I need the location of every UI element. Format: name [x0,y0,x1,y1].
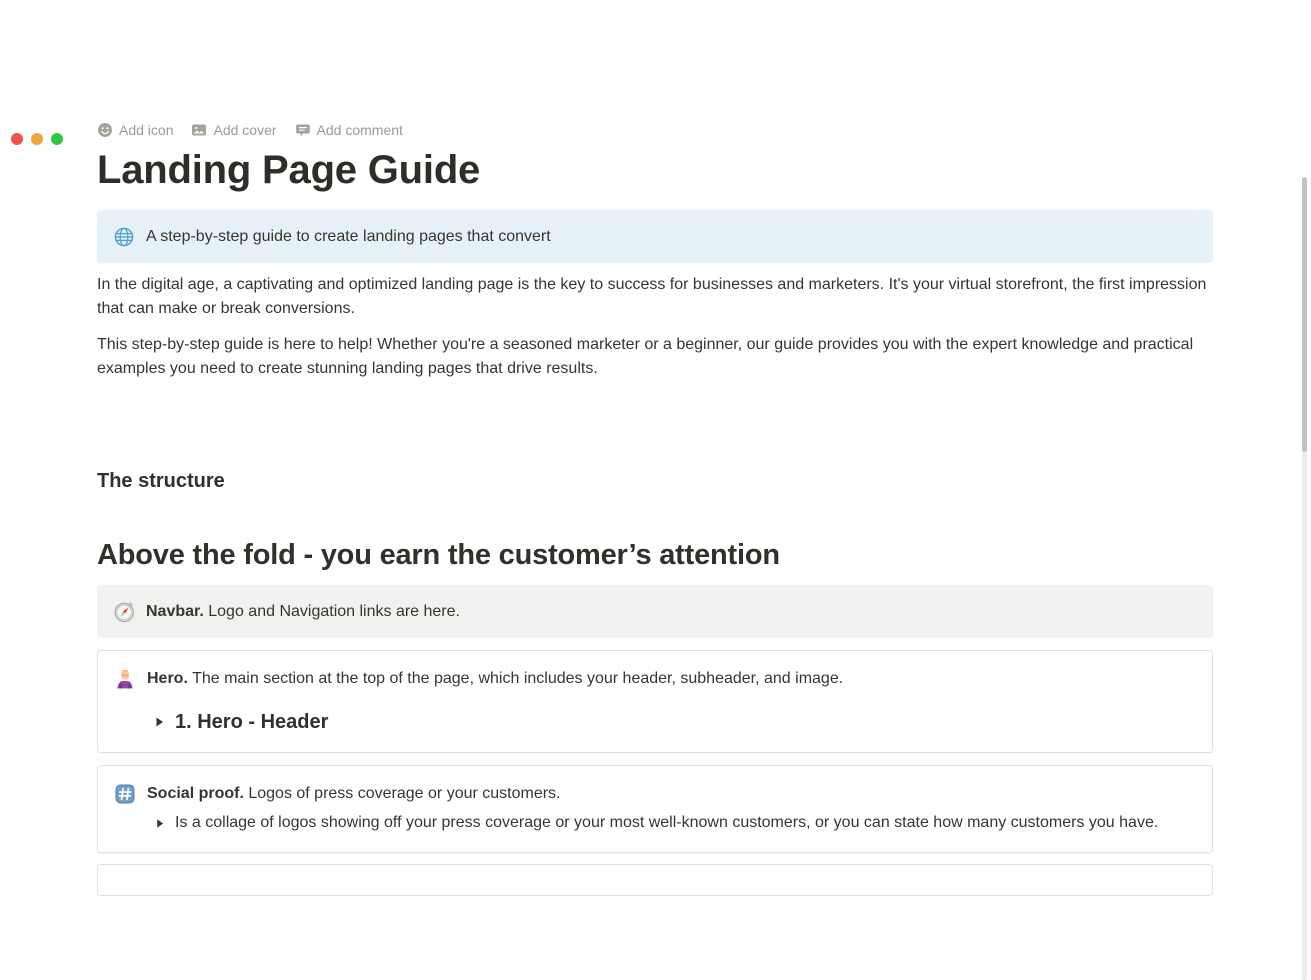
hero-toggle-label[interactable]: 1. Hero - Header [175,711,329,733]
compass-icon [113,601,135,623]
social-proof-callout-text [147,782,561,806]
zoom-window-button[interactable] [51,133,63,145]
toggle-triangle-icon[interactable] [147,811,171,835]
image-icon [191,122,207,138]
add-comment-label: Add comment [316,122,403,138]
social-proof-callout-line [114,782,1196,806]
heading-above-the-fold[interactable]: Above the fold - you earn the customer’s attention [97,539,780,571]
toggle-triangle-icon[interactable] [147,710,171,734]
page-content [97,122,1213,896]
superhero-icon [114,668,136,690]
comment-icon [295,122,311,138]
social-proof-callout-bold: Social proof. [147,785,244,802]
hero-callout-line [114,667,1196,691]
social-proof-callout[interactable] [97,765,1213,853]
paragraph[interactable]: This step-by-step guide is here to help! Whether you're a seasoned marketer or a beginner, our guide provides you with the expert knowledge and practical examples you need to create stunning landing pages that drive results. [97,336,1194,377]
social-proof-toggle [147,811,1196,835]
page-decorations-toolbar [97,122,1213,138]
social-proof-toggle-label[interactable]: Is a collage of logos showing off your press coverage or your most well-known customers, or you can state how many customers you have. [175,814,1159,831]
navbar-callout-bold: Navbar. [146,603,204,620]
paragraph[interactable]: In the digital age, a captivating and optimized landing page is the key to success for businesses and marketers. It's your virtual storefront, the first impression that can make or break conversions. [97,276,1207,317]
hero-callout-bold: Hero. [147,670,188,687]
navbar-callout-rest: Logo and Navigation links are here. [203,603,460,620]
globe-icon [113,226,135,248]
heading-the-structure[interactable]: The structure [97,470,225,492]
vertical-scrollbar-thumb[interactable] [1302,177,1307,452]
add-icon-label: Add icon [119,122,174,138]
close-window-button[interactable] [11,133,23,145]
intro-callout-text: A step-by-step guide to create landing pages that convert [146,228,551,245]
hero-callout-rest: The main section at the top of the page, which includes your header, subheader, and image. [187,670,844,687]
next-callout-partial[interactable] [97,864,1213,896]
add-cover-button[interactable] [191,122,276,138]
vertical-scrollbar-track[interactable] [1302,177,1307,980]
hero-callout-text [147,667,843,691]
hero-toggle [147,709,1196,735]
add-comment-button[interactable] [295,122,403,138]
intro-callout[interactable] [97,210,1213,263]
navbar-callout-text [146,600,460,624]
hero-callout[interactable] [97,650,1213,753]
page-title[interactable]: Landing Page Guide [97,148,481,192]
social-proof-callout-rest: Logos of press coverage or your customers. [243,785,561,802]
add-icon-button[interactable] [97,122,173,138]
add-cover-label: Add cover [213,122,277,138]
window-controls [11,133,63,145]
navbar-callout[interactable] [97,585,1213,638]
notion-window [0,122,1311,980]
keycap-hash-icon [114,783,136,805]
smiley-icon [97,122,113,138]
minimize-window-button[interactable] [31,133,43,145]
